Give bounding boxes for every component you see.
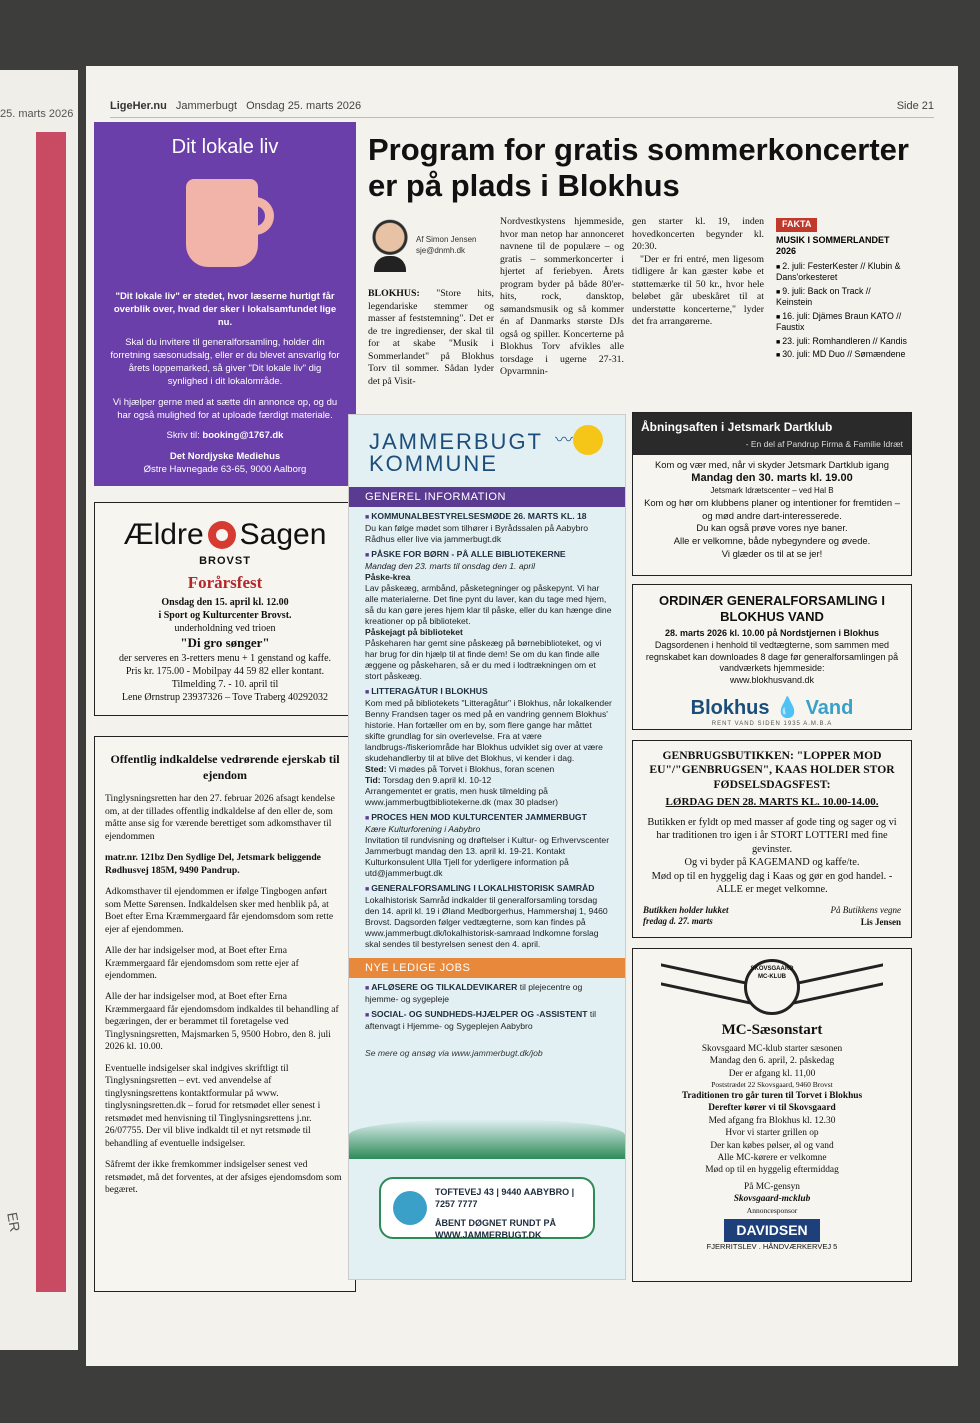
info-text: Kom med på bibliotekets "Litteragåtur" i Blokhus, når lokalkender Benny Frandsen tager os med på en vandring gennem Blokhus' historie. Han fortæller om en by, som flere gange har måttet skifte grundlag for sin overlevelse. Fra at være landbrugs-/fiskeriområde har Blokhus udviklet sig over at være skudehandlerby til at blive det Blokhus, vi kender i dag. — [365, 697, 612, 763]
ad-org-block — [110, 451, 340, 477]
event-when: Onsdag den 15. april kl. 12.00 — [161, 597, 289, 609]
info-text: Invitation til rundvisning og drøftelser i Kultur- og Erhvervscenter Jammerbugt mandag den 13. april kl. 19-21. Kontakt Kulturkonsulent Ulla Tjell for yderligere information på utd@jammerbugt.dk — [365, 834, 610, 878]
header-section: Jammerbugt — [175, 100, 238, 112]
previous-page-fragment: ER — [4, 1211, 24, 1233]
time-text: Torsdag den 9.april kl. 10-12 — [382, 774, 492, 785]
notice-p4: Alle der har indsigelser mod, at Boet efter Erna Kræmmergaard får ejendomsdom som rette ejer af ejendommen. — [105, 945, 299, 981]
info-item — [365, 883, 613, 950]
ad-text-3: Vi hjælper gerne med at sætte din annonce op, og du har også mulighed for at uploade færdigt materiale. — [112, 396, 338, 421]
sponsor-logo: DAVIDSEN — [724, 1219, 819, 1241]
dart-line: Kom og vær med, når vi skyder Jetsmark Dartklub igang — [655, 458, 889, 470]
fact-title: MUSIK I SOMMERLANDET 2026 — [776, 234, 890, 257]
mc-line: Mød op til en hyggelig eftermiddag — [705, 1165, 839, 1176]
mc-club-ad — [632, 948, 912, 1282]
info-text: Påskeharen har gemt sine påskeæg på børnebiblioteket, og vi har brug for din hjælp til at finde dem! Se om du kan finde alle æggene og påskeharen, så er du med i lodtrækningen om et stort påskeæg. — [365, 637, 602, 681]
info-heading: ■ PROCES HEN MOD KULTURCENTER JAMMERBUGT — [365, 812, 613, 824]
mc-line: Med afgang fra Blokhus kl. 12.30 — [708, 1115, 836, 1126]
kommune-logo — [349, 415, 625, 487]
notice-p5: Alle der har indsigelser mod, at Boet efter Erna Kræmmergaard får ejendomsdom indkaldes til behandling af begæringen, der er berammet til foretagelse ved Tinglysningsretten, Majsmarken 5, 9500 Hobro, den 8. juli 2026 kl. 10.00. — [105, 991, 339, 1053]
fact-box — [776, 218, 908, 362]
notice-p2: matr.nr. 121bz Den Sydlige Del, Jetsmark beliggende Rødhusvej 185M, 9490 Pandrup. — [105, 852, 321, 876]
fact-item: ■ 9. juli: Back on Track // Keinstein — [776, 286, 908, 309]
sponsor-label: Annoncesponsor — [746, 1205, 798, 1215]
vand-when: 28. marts 2026 kl. 10.00 på Nordstjernen i Blokhus — [664, 628, 880, 639]
job-text: til aftenvagt i Hjemme- og Sygeplejen Aabybro — [365, 1008, 597, 1031]
genbrug-text: Butikken er fyldt op med masser af gode ting og sager og vi har traditionen tro igen i år STORT LOTTERI med fine gevinster. — [647, 816, 897, 855]
info-item — [365, 812, 613, 879]
info-text: Arrangementet er gratis, men husk tilmelding på www.jammerbugtbibliotekerne.dk (max 30 pladser) — [365, 785, 558, 807]
signup-text: Tilmelding 7. - 10. april til — [171, 679, 279, 691]
article-headline-block — [368, 132, 932, 203]
info-item — [365, 686, 613, 808]
newspaper-page — [86, 66, 958, 1366]
job-item — [365, 1009, 613, 1032]
water-drop-icon: 💧 — [775, 696, 800, 719]
mc-line: Skovsgaard MC-klub starter sæsonen — [701, 1043, 843, 1054]
header-brand: LigeHer.nu — [110, 100, 167, 112]
author-photo — [368, 216, 412, 272]
behalf-text: På Butikkens vegne — [830, 904, 901, 915]
logo-left: Ældre — [123, 518, 204, 551]
logo-b: Vand — [805, 696, 854, 719]
genbrug-text: Mød op til en hyggelig dag i Kaas og gør en god handel. - ALLE er meget velkomne. — [651, 870, 893, 896]
place-text: Vi mødes på Torvet i Blokhus, foran scenen — [388, 763, 555, 774]
job-title: ■ SOCIAL- OG SUNDHEDS-HJÆLPER OG -ASSISTENT — [365, 1009, 587, 1019]
mc-line: Der kan købes pølser, øl og vand — [710, 1140, 834, 1151]
job-item — [365, 982, 613, 1005]
genbrug-title: GENBRUGSBUTIKKEN: "LOPPER MOD EU"/"GENBRUGSEN", KAAS HOLDER STOR FØDSELSDAGSFEST: — [649, 749, 895, 791]
notice-p6: Eventuelle indsigelser skal indgives skriftligt til Tinglysningsretten – evt. ved anvendelse af tinglysningsrettens kontaktformular på www. tinglysningsretten.dk – forud for retsmødet eller senest i retsmødet med henvisning til Tinglysningsrettens j.nr. 26/07755. Der vil blive indkaldt til et nyt retsmøde til behandling af eventuelle indsigelser. — [105, 1062, 321, 1149]
footer-open-text: ÅBENT DØGNET RUNDT PÅ WWW.JAMMERBUGT.DK — [435, 1218, 556, 1240]
genbrugsbutikken-ad — [632, 740, 912, 938]
mc-line: Mandag den 6. april, 2. påskedag — [709, 1056, 835, 1067]
dateline: BLOKHUS: — [368, 288, 420, 299]
ad-text-1: "Dit lokale liv" er stedet, hvor læserne hurtigt får overblik over, hvad der sker i lokalsamfundet lige nu. — [113, 291, 337, 328]
logo-line-2: KOMMUNE — [369, 451, 498, 476]
article-column-3 — [632, 216, 764, 329]
price-text: Pris kr. 175.00 - Mobilpay 44 59 82 eller kontant. — [125, 666, 325, 678]
event-where: i Sport og Kulturcenter Brovst. — [158, 610, 292, 622]
article-column-2: Nordvestkystens hjemmeside, hvor man netop har annonceret navnene til de populære – og gratis – sommerkoncerter i hjertet af feriebyen. Årets program byder på både 80'er-hits, rock, dansktop, sømandsmusik og så kommer én af Danmarks største DJs også og spiller. Koncerterne på Blokhus Torv afvikles alle torsdage i ugerne 27-31. Opvarmnin- — [500, 216, 624, 378]
org-address: Østre Havnegade 63-65, 9000 Aalborg — [143, 463, 307, 475]
info-heading: ■ GENERALFORSAMLING I LOKALHISTORISK SAMRÅD — [365, 883, 613, 895]
event-title: Forårsfest — [187, 573, 263, 593]
dart-line: Vi glæder os til at se jer! — [721, 547, 823, 559]
vand-title: ORDINÆR GENERALFORSAMLING I BLOKHUS VAND — [658, 593, 886, 624]
signature-block — [831, 905, 901, 928]
vand-url: www.blokhusvand.dk — [729, 674, 815, 685]
info-subheading: Påske-krea — [365, 571, 411, 582]
mc-line: Derefter kører vi til Skovsgaard — [708, 1103, 836, 1114]
previous-page-date: 25. marts 2026 — [0, 108, 74, 120]
fact-item: ■ 2. juli: FesterKester // Klubin & Dans'orkesteret — [776, 261, 908, 284]
previous-page-red-bar — [36, 132, 66, 1292]
header-date: Onsdag 25. marts 2026 — [246, 100, 362, 112]
info-text: Lokalhistorisk Samråd indkalder til generalforsamling torsdag den 14. april kl. 19 i Øland Medborgerhus, Hammershøj 1, 9460 Brovst. Dagsorden følger vedtægterne, som kan findes på www.jammerbugt.dk/lokalhistorisk-samraad Indkomne forslag skal sendes til bestyrelsen senest den 4. april. — [365, 894, 608, 949]
jammerbugt-kommune-box — [348, 414, 626, 1280]
wave-decoration — [349, 1119, 625, 1159]
logo-a: Blokhus — [690, 696, 770, 719]
contacts-text: Lene Ørnstrup 23937326 – Tove Traberg 40292032 — [121, 692, 329, 704]
job-text: til plejecentre og hjemme- og sygepleje — [365, 981, 583, 1004]
ad-title: Dit lokale liv — [171, 136, 279, 158]
jobs-more-link: Se mere og ansøg via www.jammerbugt.dk/job — [365, 1047, 543, 1058]
info-heading: ■ PÅSKE FOR BØRN - PÅ ALLE BIBLIOTEKERNE — [365, 549, 613, 561]
info-item — [365, 549, 613, 682]
mc-emblem-icon — [643, 957, 901, 1017]
sponsor-address: FJERRITSLEV . HÅNDVÆRKERVEJ 5 — [706, 1241, 838, 1251]
header-page-number: Side 21 — [896, 100, 934, 112]
logo-line-1: JAMMERBUGT — [369, 429, 543, 454]
menu-text: der serveres en 3-retters menu + 1 genstand og kaffe. — [118, 653, 332, 665]
dit-lokale-liv-ad — [94, 122, 356, 486]
closed-notice: Butikken holder lukket fredag d. 27. marts — [643, 904, 729, 926]
dart-subtitle: - En del af Pandrup Firma & Familie Idræt — [633, 439, 911, 454]
author-byline — [368, 216, 494, 276]
mc-line: Traditionen tro går turen til Torvet i Blokhus — [681, 1090, 863, 1101]
mc-line: Hvor vi starter grillen op — [725, 1128, 819, 1139]
dart-club-ad — [632, 412, 912, 576]
section-bar-info: GENEREL INFORMATION — [349, 487, 625, 507]
booking-email: booking@1767.dk — [202, 430, 284, 442]
info-subheading: Påskejagt på biblioteket — [365, 626, 463, 637]
mc-line: På MC-gensyn — [744, 1181, 800, 1192]
fact-tag: FAKTA — [776, 218, 817, 232]
info-heading: ■ KOMMUNALBESTYRELSESMØDE 26. MARTS KL. 18 — [365, 511, 613, 523]
author-name: Af Simon Jensen — [416, 235, 477, 244]
bird-logo-icon — [393, 1191, 427, 1225]
info-heading: ■ LITTERAGÅTUR I BLOKHUS — [365, 686, 613, 698]
public-notice — [94, 736, 356, 1292]
event-entertainment: underholdning ved trioen — [174, 623, 276, 635]
section-bar-jobs: NYE LEDIGE JOBS — [349, 958, 625, 978]
fact-item: ■ 16. juli: Djämes Braun KATO // Faustix — [776, 311, 908, 334]
mc-line: Alle MC-kørere er velkomne — [717, 1152, 827, 1163]
vand-logo-sub: RENT VAND SIDEN 1935 A.M.B.A — [711, 720, 833, 727]
fact-item: ■ 30. juli: MD Duo // Sømændene — [776, 349, 908, 360]
column-3-text-a: gen starter kl. 19, inden hovedkoncerten begynder kl. 20:30. — [632, 216, 764, 253]
sun-icon — [573, 425, 603, 455]
mc-line: Poststrædet 22 Skovsgaard, 9460 Brovst — [711, 1080, 833, 1090]
article-column-1 — [368, 288, 494, 388]
column-1-text: "Store hits, legendariske stemmer og masser af feststemning". Det er de tre ingredienser, der skal til for at skabe "Musik i Sommerlandet" på Blokhus Torv til sommer. Sådan lyder det på Visit- — [368, 288, 494, 387]
mug-icon — [180, 169, 270, 279]
notice-p3: Adkomsthaver til ejendommen er ifølge Tingbogen anført som Mette Sørensen. Indkaldelsen sker med henblik på, at Boet efter Erna Kræmmergaard får ejendomsdom som rette ejer af ejendommen. — [105, 886, 334, 935]
notice-p1: Tinglysningsretten har den 27. februar 2026 afsagt kendelse om, at der tillades offentlig indkaldelse af den eller de, som måtte anse sig for værende berettiget som adkomsthaver til ejendommen — [105, 793, 335, 842]
mc-title: MC-Sæsonstart — [721, 1022, 823, 1038]
dart-line: Alle er velkomne, både nybegyndere og øvede. — [673, 535, 871, 547]
logo-right: Sagen — [239, 518, 327, 551]
ad-contact — [110, 430, 340, 443]
time-label: Tid: — [365, 774, 381, 785]
info-item — [365, 511, 613, 545]
info-text: Du kan følge mødet som tilhører i Byrådssalen på Aabybro Rådhus eller live via jammerbugt.dk — [365, 523, 589, 545]
signer-name: Lis Jensen — [860, 916, 901, 927]
footer-address: TOFTEVEJ 43 | 9440 AABYBRO | 7257 7777 — [435, 1187, 575, 1209]
genbrug-date: LØRDAG DEN 28. MARTS KL. 10.00-14.00. — [665, 796, 879, 809]
dart-date: Mandag den 30. marts kl. 19.00 — [691, 472, 853, 485]
band-name: "Di gro sønger" — [180, 635, 270, 651]
dart-line: Du kan også prøve vores nye baner. — [696, 522, 848, 534]
mc-line: Der er afgang kl. 11,00 — [728, 1068, 816, 1079]
blokhus-vand-logo — [643, 695, 901, 721]
branch-name: BROVST — [199, 555, 251, 567]
page-header — [110, 100, 934, 118]
logo-ring-icon — [208, 521, 236, 549]
ad-text-2: Skal du invitere til generalforsamling, holder din forretning sæsonudsalg, eller er du blevet ansvarlig for årets loppemarked, så giver "Dit lokale liv" dig synlighed i dit lokalområde. — [110, 337, 340, 387]
blokhus-vand-ad — [632, 584, 912, 730]
aeldre-sagen-logo — [105, 515, 345, 554]
dart-title: Åbningsaften i Jetsmark Dartklub — [633, 413, 911, 439]
aeldre-sagen-ad — [94, 502, 356, 716]
emblem-text: SKOVSGAARD MC-KLUB — [744, 959, 800, 1015]
org-name: Det Nordjyske Mediehus — [169, 451, 281, 463]
job-title: ■ AFLØSERE OG TILKALDEVIKARER — [365, 982, 517, 992]
notice-title: Offentlig indkaldelse vedrørende ejerskab til ejendom — [110, 752, 340, 783]
notice-p7: Såfremt der ikke fremkommer indsigelser senest ved retsmødet, må det forventes, at der afsiges ejendomsdom som begæret. — [105, 1159, 342, 1196]
write-label: Skriv til: — [166, 430, 200, 442]
previous-page — [0, 70, 78, 1350]
column-3-text-b: "Der er fri entré, men ligesom tidligere år kan gæster købe et støttemærke til 50 kr., hvor hele beløbet går ubeskåret til at understøtte koncerterne," lyder det fra arrangørerne. — [632, 253, 764, 328]
kommune-footer — [379, 1177, 595, 1239]
author-email: sje@dnmh.dk — [416, 246, 466, 256]
info-date: Mandag den 23. marts til onsdag den 1. april — [365, 560, 536, 571]
birds-icon: 〰 — [555, 430, 573, 450]
article-headline: Program for gratis sommerkoncerter er på plads i Blokhus — [368, 132, 909, 203]
fact-item: ■ 23. juli: Romhandleren // Kandis — [776, 336, 908, 347]
genbrug-text: Og vi byder på KAGEMAND og kaffe/te. — [684, 857, 860, 869]
vand-text: Dagsordenen i henhold til vedtægterne, som sammen med regnskabet kan downloades 8 dage før generalforsamlingen på vandværkets hjemmeside: — [645, 639, 899, 674]
place-label: Sted: — [365, 763, 387, 774]
dart-place: Jetsmark Idrætscenter – ved Hal B — [710, 486, 834, 496]
info-text: Lav påskeæg, armbånd, påsketegninger og påskepynt. Vi har alle materialerne. Det fine pynt du laver, kan du tage med hjem, så du kan gøre jeres hjem klar til påske, eller du kan hænge dine kreationer op på biblioteket. — [365, 582, 612, 626]
info-greeting: Kære Kulturforening i Aabybro — [365, 823, 481, 834]
mc-club-name: Skovsgaard-mcklub — [733, 1194, 811, 1205]
dart-line: Kom og hør om klubbens planer og intentioner for fremtiden – og mød andre dart-interesserede. — [644, 496, 900, 521]
